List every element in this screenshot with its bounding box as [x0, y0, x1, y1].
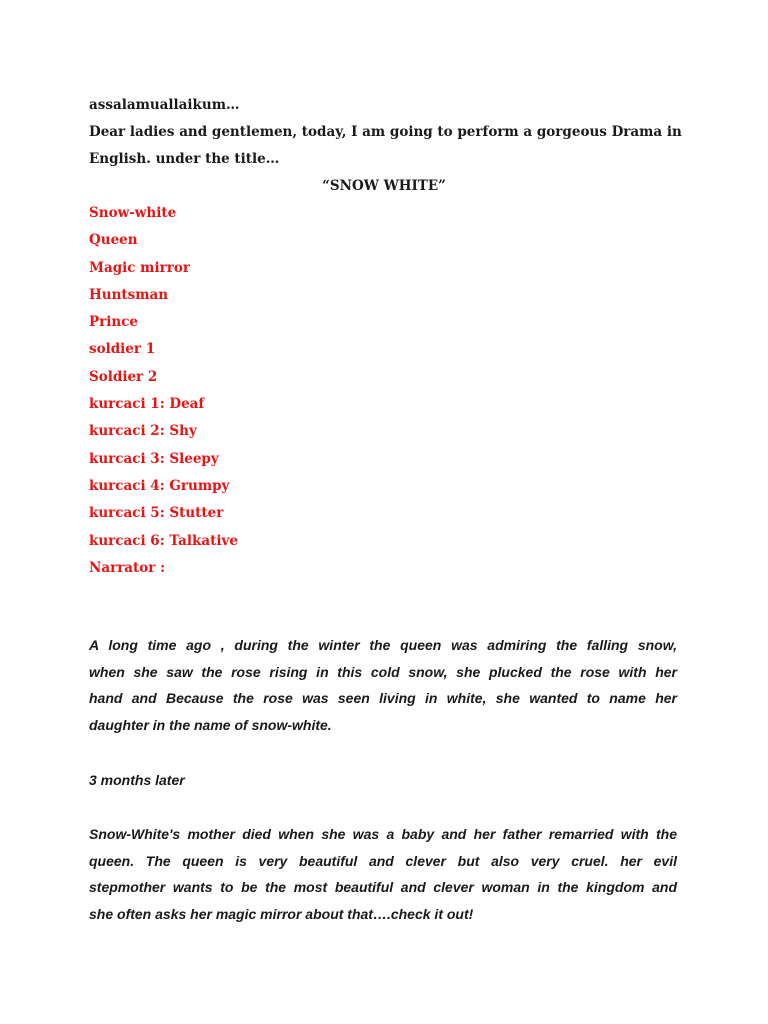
story-paragraph-2 [89, 767, 677, 794]
story-line: 3 months later [89, 772, 185, 788]
story-line: stepmother wants to be the most beautiful and clever woman in the kingdom and [89, 879, 677, 896]
cast-item: kurcaci 1: Deaf [89, 396, 205, 413]
cast-item: Narrator : [89, 559, 166, 576]
story-line: she often asks her magic mirror about that….check it out! [89, 906, 474, 923]
drama-title: “SNOW WHITE” [322, 178, 446, 194]
cast-item: Soldier 2 [89, 368, 158, 385]
story-line: queen. The queen is very beautiful and clever but also very cruel. her evil [89, 852, 677, 869]
cast-item: Magic mirror [89, 259, 190, 276]
cast-item: kurcaci 5: Stutter [89, 505, 224, 522]
intro-block [89, 92, 689, 173]
story-line: A long time ago , during the winter the queen was admiring the falling snow, [89, 637, 677, 653]
story-paragraph-3 [89, 821, 677, 928]
cast-item: soldier 1 [89, 341, 156, 358]
cast-item: Queen [89, 232, 138, 249]
story-line: when she saw the rose rising in this cold snow, she plucked the rose with her [89, 663, 677, 680]
cast-item: kurcaci 3: Sleepy [89, 450, 219, 467]
story-line: daughter in the name of snow-white. [89, 717, 332, 734]
cast-item: kurcaci 4: Grumpy [89, 477, 230, 494]
intro-line-1: Dear ladies and gentlemen, today, I am going to perform a gorgeous Drama in [89, 124, 682, 140]
story-line: Snow-White's mother died when she was a baby and her father remarried with the [89, 826, 677, 842]
cast-item: Prince [89, 314, 139, 331]
cast-list [89, 200, 238, 582]
cast-item: Snow-white [89, 205, 177, 221]
intro-line-2: English. under the title… [89, 151, 280, 167]
greeting: assalamuallaikum… [89, 97, 240, 113]
story-line: hand and Because the rose was seen living in white, she wanted to name her [89, 690, 677, 707]
cast-item: kurcaci 6: Talkative [89, 532, 238, 549]
story-paragraph-1 [89, 632, 677, 739]
cast-item: Huntsman [89, 286, 169, 303]
cast-item: kurcaci 2: Shy [89, 423, 197, 440]
